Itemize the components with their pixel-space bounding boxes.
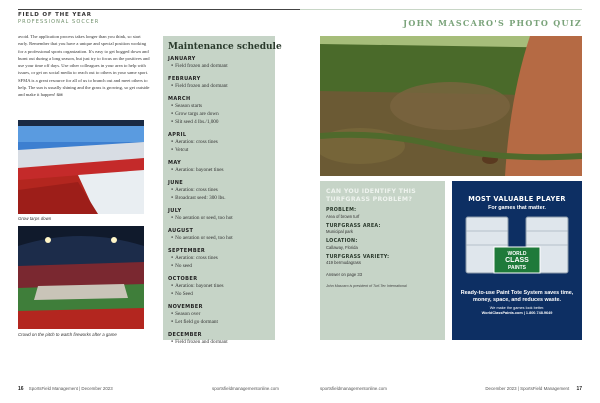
ad-headline: MOST VALUABLE PLAYER bbox=[468, 195, 566, 203]
schedule-item: ● No aeration or seed, too hot bbox=[168, 234, 275, 242]
schedule-item: ● Aeration: cross tines bbox=[168, 186, 275, 194]
end-mark: SM bbox=[56, 92, 63, 98]
month-heading: MAY bbox=[168, 160, 182, 166]
schedule-item: ● Season over bbox=[168, 310, 275, 318]
photo-caption-2: Crowd on the pitch to watch fireworks after a game bbox=[18, 332, 117, 337]
paint-tote-illustration bbox=[452, 211, 582, 281]
location-value: Callaway, Florida bbox=[326, 244, 358, 250]
month-heading: JANUARY bbox=[168, 56, 196, 62]
schedule-item: ● No seed bbox=[168, 262, 275, 270]
schedule-item: ● Field frozen and dormant bbox=[168, 62, 275, 70]
ad-subheadline: For games that matter. bbox=[488, 205, 546, 211]
paint-advertisement[interactable] bbox=[452, 181, 582, 340]
page-number-right: 17 bbox=[576, 386, 582, 392]
footer-right bbox=[485, 386, 582, 392]
quiz-header-title: JOHN MASCARO'S PHOTO QUIZ bbox=[403, 18, 582, 28]
schedule-item: ● Aeration: bayonet tines bbox=[168, 282, 275, 290]
schedule-item: ● Slit seed 4 lbs./1,000 bbox=[168, 118, 275, 126]
month-heading: JUNE bbox=[168, 180, 184, 186]
schedule-item: ● Let field go dormant bbox=[168, 318, 275, 326]
variety-value: 419 bermudagrass bbox=[326, 260, 361, 265]
footer-publication-left: SportsField Management | December 2023 bbox=[28, 386, 113, 391]
area-label: TURFGRASS AREA: bbox=[326, 223, 381, 229]
footer-web-left[interactable]: sportsfieldmanagementonline.com bbox=[212, 386, 279, 391]
schedule-item: ● Grow targs are down bbox=[168, 110, 275, 118]
badge-class: CLASS bbox=[505, 257, 529, 264]
badge-world: WORLD bbox=[507, 251, 527, 257]
maintenance-title: Maintenance schedule bbox=[168, 42, 282, 52]
article-paragraph: avoid. The application process takes longer than you think, so start early. Remember that you have a unique and special position working for a professional sports organization. It's easy to get bogged down and burnt out during a long season, but just try to focus on the positives and use your time off days. Use other colleagues in your area to help with issues, or get on social media to reach out to others in your same sport. SFMA is a great resource for all of us to branch out and meet others to help. The sun is usually shining and the grass is growing, so get outside and make it happen! bbox=[18, 34, 150, 98]
quiz-box bbox=[320, 181, 445, 340]
problem-label: PROBLEM: bbox=[326, 208, 357, 213]
area-value: Municipal park bbox=[326, 229, 353, 234]
section-header bbox=[18, 9, 300, 25]
footer-left bbox=[18, 386, 113, 392]
month-heading: JULY bbox=[168, 208, 182, 214]
month-heading: MARCH bbox=[168, 96, 191, 102]
maintenance-schedule-box bbox=[163, 36, 282, 345]
footer-web-right[interactable]: sportsfieldmanagementonline.com bbox=[320, 386, 387, 391]
schedule-item: ● Aeration: bayonet tines bbox=[168, 166, 275, 174]
author-credit: John Mascaro is president of Turf-Tec International bbox=[326, 284, 407, 288]
stadium-photo-fireworks bbox=[18, 226, 144, 329]
schedule-item: ● Field frozen and dormant bbox=[168, 82, 275, 90]
month-heading: AUGUST bbox=[168, 228, 194, 234]
month-heading: NOVEMBER bbox=[168, 304, 203, 310]
month-heading: SEPTEMBER bbox=[168, 248, 206, 254]
month-heading: DECEMBER bbox=[168, 332, 202, 338]
schedule-item: ● Aeration: cross tines bbox=[168, 254, 275, 262]
schedule-item: ● No aeration or seed, too hot bbox=[168, 214, 275, 222]
ad-fineprint: We make the games look better. bbox=[489, 306, 545, 310]
stadium-photo-grow-tarps bbox=[18, 120, 144, 214]
schedule-item: ● Vetcut bbox=[168, 146, 275, 154]
month-heading: FEBRUARY bbox=[168, 76, 201, 82]
footer-publication-right: December 2023 | SportsField Management bbox=[485, 386, 570, 391]
ad-website-link[interactable]: WorldClassPaints.com | 1.800.748.9649 bbox=[481, 311, 553, 315]
variety-label: TURFGRASS VARIETY: bbox=[326, 254, 390, 260]
section-subtitle: PROFESSIONAL SOCCER bbox=[18, 19, 100, 25]
page-number-left: 16 bbox=[18, 386, 24, 392]
badge-paints: PAINTS bbox=[508, 265, 526, 271]
quiz-header bbox=[300, 9, 582, 31]
location-label: LOCATION: bbox=[326, 239, 358, 244]
problem-value: Area of brown turf bbox=[326, 213, 360, 219]
quiz-title: CAN YOU IDENTIFY THIS TURFGRASS PROBLEM? bbox=[326, 188, 417, 203]
article-text bbox=[18, 33, 151, 99]
section-title: FIELD OF THE YEAR bbox=[18, 12, 92, 18]
ad-tagline: Ready-to-use Paint Tote System saves time, money, space, and reduces waste. bbox=[460, 290, 574, 303]
schedule-item: ● No Seed bbox=[168, 290, 275, 298]
month-heading: APRIL bbox=[168, 132, 187, 138]
answer-reference: Answer on page 33 bbox=[326, 272, 363, 277]
schedule-item: ● Field frozen and dormant bbox=[168, 338, 275, 346]
schedule-item: ● Broadcast seed: 300 lbs. bbox=[168, 194, 275, 202]
schedule-item: ● Aeration: cross tines bbox=[168, 138, 275, 146]
month-heading: OCTOBER bbox=[168, 276, 198, 282]
schedule-item: ● Season starts bbox=[168, 102, 275, 110]
maintenance-month-list bbox=[168, 56, 275, 346]
photo-caption-1: Grow tarps down bbox=[18, 216, 52, 221]
turfgrass-problem-photo bbox=[320, 36, 582, 176]
